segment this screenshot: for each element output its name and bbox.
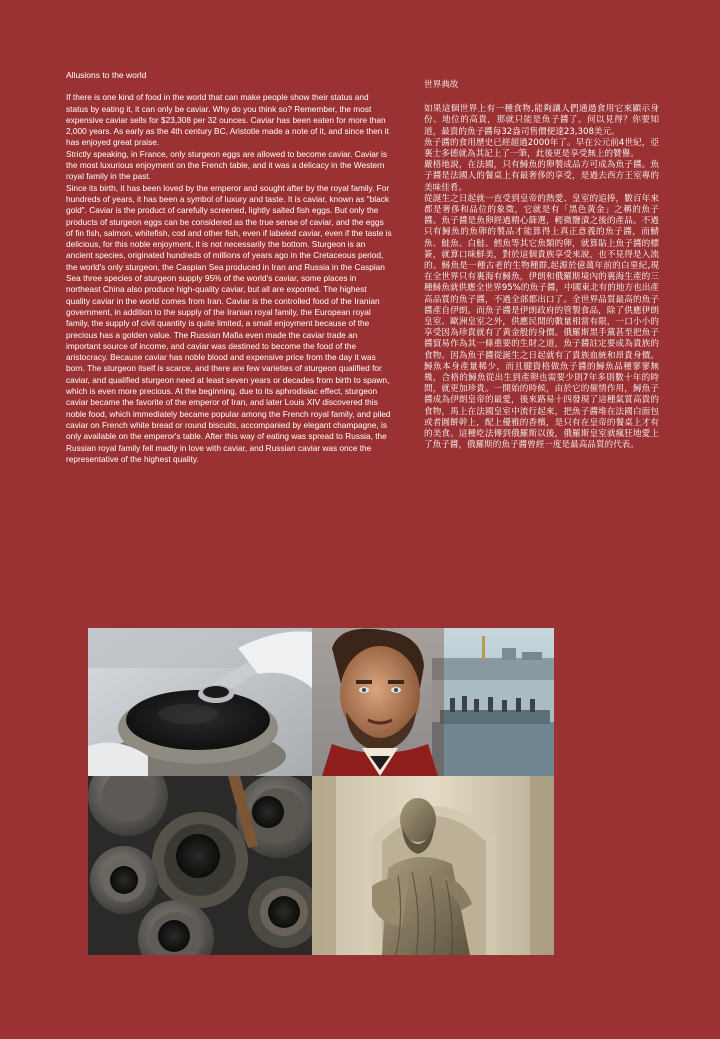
chinese-paragraph: 嚴格地說，在法國，只有鱘魚的卵製成品方可成為魚子醬。魚子醬是法國人的餐桌上有最奢侈的享受，是過去西方王室專的美味佳肴。 bbox=[424, 160, 659, 193]
chinese-paragraph: 魚子醬的食用歷史已經超過2000年了。早在公元前4世紀，亞裏士多德就為其記上了一筆，此後更是享受無上的贊譽。 bbox=[424, 137, 659, 160]
photo-collage bbox=[88, 628, 554, 955]
english-column bbox=[66, 70, 392, 465]
chinese-column bbox=[424, 80, 659, 452]
stone-statue-photo bbox=[312, 776, 554, 955]
chinese-paragraph: 從誕生之日起就一直受到皇帝的熱愛、皇室的追捧，數百年來都是奢侈和品位的象徵，它就是有「黑色黃金」之稱的魚子醬。魚子醬是魚卵經過精心篩選，輕微鹽漬之後的產品。不過只有鱘魚的魚卵的製品才能算得上真正意義的魚子醬，而鯖魚、鮭魚、白鮭、鱈魚等其它魚類的卵，就算貼上魚子醬的標簽，就算口味鮮美，對於這個貴族享受來說，也不見得是入流的。鱘魚是一種古老的生物種群,起源於億萬年前的白堊紀,現在全世界只有裏海有鱘魚，伊朗和俄羅斯境內的裏海生產的三種鱘魚就供應全世界95%的魚子醬，中國東北有的地方也出產高品質的魚子醬，不過全部都出口了。全世界品質最高的魚子醬產自伊朗。而魚子醬是伊朗政府的管製食品，除了供應伊朗皇室、歐洲皇室之外，供應民間的數量相當有限，一口小小的享受因為珍貴就有了黃金般的身價。俄羅斯黑手黨甚至把魚子醬貿易作為其一條重要的生財之道，魚子醬註定要成為貴族的食物。因為魚子醬從誕生之日起就有了貴族血統和昂貴身價。鱘魚本身產量稀少，而且腱資格做魚子醬的鱘魚品種寥寥無幾，合格的鱘魚從出生到產卵也需要少則7年多則數十年的時間，就更加珍貴。一開始的時候，由於它的催情作用，鱘魚子醬成為伊朗皇帝的最愛，後來路易十四發現了這種氣質高貴的食物，馬上在法國皇室中流行起來，把魚子醬堆在法國白面包或者圓餅幹上，配上優雅的香檳，是只有在皇帝的餐桌上才有的美食。這種吃法傳到俄羅斯以後，俄羅斯皇室就瘋狂地愛上了魚子醬，俄羅斯的魚子醬曾經一度是最高品質的代表。 bbox=[424, 193, 659, 451]
caviar-bowls-photo bbox=[88, 776, 312, 955]
english-paragraph: Strictly speaking, in France, only sturgeon eggs are allowed to become caviar. Caviar is the most luxurious enjoyment on the French table, and it was a delicacy in the Western royal family in the past. bbox=[66, 148, 387, 182]
english-paragraph: Since its birth, it has been loved by the emperor and sought after by the royal family. For hundreds of years, it has been a symbol of luxury and taste. It is caviar, known as "black gold". Caviar is the product of carefully screened, lightly salted fish eggs. But only the products of sturgeon eggs can be considered as the true sense of caviar, and the eggs of fin fish, salmon, whitefish, cod and other fish, even if labeled caviar, even if the taste is delicious, for this noble enjoyment, it is not necessarily the bottom. Sturgeon is an ancient species, originated hundreds of millions of years ago in the Cretaceous period, the world's only sturgeon, the Caspian Sea produced in Iran and Russia in the Caspian Sea three species of sturgeon supply 95% of the world's caviar, some places in northeast China also produce high-quality caviar, but all are exported. The highest quality caviar in the world comes from Iran. Caviar is the controlled food of the Iranian government, in addition to the supply of the Iranian royal family, the European royal family, the supply of civil quantity is quite limited, a small enjoyment because of the precious has a golden value. The Russian Mafia even made the caviar trade an important source of income, and caviar was destined to become the food of the aristocracy. Because caviar has noble blood and expensive price from the day it was born. The sturgeon itself is scarce, and there are few varieties of sturgeon qualified for caviar, and qualified sturgeon need at least seven years or decades from birth to spawn, which is even more precious. At the beginning, due to its aphrodisiac effect, sturgeon caviar became the favorite of the emperor of Iran, and later Louis XIV discovered this noble food, which immediately became popular among the French royal family, and piled caviar on French white bread or round biscuits, accompanied by elegant champagne, is only available on the emperor's table. After this way of eating was spread to Russia, the Russian royal family fell madly in love with caviar, and Russian caviar was once the representative of the highest quality. bbox=[66, 182, 392, 464]
bearded-man-portrait-photo bbox=[312, 628, 554, 776]
caviar-tin-photo bbox=[88, 628, 312, 776]
chinese-heading: 世界典故 bbox=[424, 80, 459, 90]
chinese-paragraph: 如果這個世界上有一種食物,能夠讓人們通過食用它來顯示身份、地位的高貴，那就只能是魚子醬了。何以見得？你要知道，最貴的魚子醬每32盎司售價便達23,308美元。 bbox=[424, 104, 659, 137]
english-heading: Allusions to the world bbox=[66, 70, 147, 80]
english-paragraph: If there is one kind of food in the world that can make people show their status and status by eating it, it can only be caviar. Why do you think so? Remember, the most expensive caviar sells for $23,308 per 32 ounces. Caviar has been eaten for more than 2,000 years. As early as the 4th century BC, Aristotle made a note of it, and since then it has enjoyed great praise. bbox=[66, 92, 389, 148]
